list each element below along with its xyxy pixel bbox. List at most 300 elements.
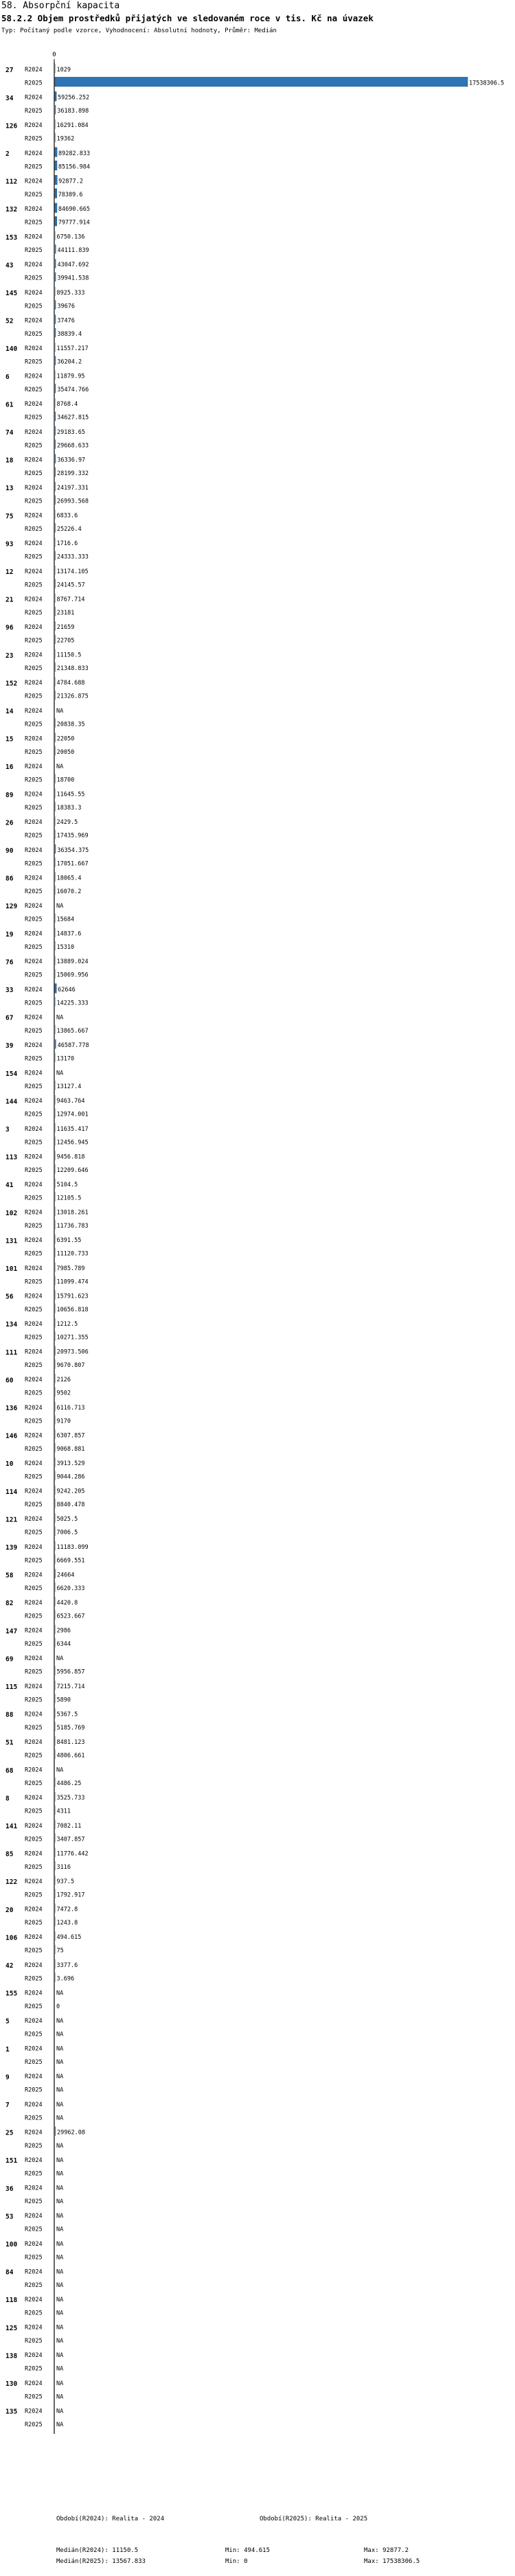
bar — [55, 1945, 56, 1954]
series-label: R2024 — [25, 94, 43, 102]
bar — [55, 691, 56, 700]
series-label: R2025 — [25, 665, 43, 673]
bar — [55, 1081, 56, 1090]
value-label: 18383.3 — [56, 805, 82, 812]
series-label: R2025 — [25, 2115, 43, 2122]
value-label: 11645.55 — [56, 791, 85, 798]
series-label: R2025 — [25, 2310, 43, 2317]
bar — [55, 384, 56, 393]
value-label: 5367.5 — [56, 1711, 78, 1718]
series-label: R2024 — [25, 903, 43, 910]
value-label: 44111.839 — [57, 247, 89, 255]
series-label: R2025 — [25, 498, 43, 505]
series-label: R2024 — [25, 1850, 43, 1858]
series-label: R2025 — [25, 219, 43, 227]
series-label: R2024 — [25, 1711, 43, 1718]
group-label: 145 — [5, 289, 18, 297]
value-label: 92877.2 — [58, 178, 84, 185]
value-label: 3525.733 — [56, 1795, 85, 1802]
bar — [55, 1486, 56, 1495]
bar — [55, 1792, 56, 1801]
bar — [55, 1876, 56, 1885]
group-label: 75 — [5, 512, 14, 520]
value-label: NA — [56, 2281, 64, 2289]
series-label: R2025 — [25, 2170, 43, 2178]
group-label: 60 — [5, 1377, 14, 1385]
series-label: R2024 — [25, 457, 43, 464]
value-label: NA — [56, 2268, 64, 2276]
bar — [55, 872, 56, 881]
value-label: 2126 — [56, 1377, 71, 1384]
value-label: 15310 — [56, 944, 75, 952]
bar — [55, 1569, 56, 1578]
series-label: R2025 — [25, 470, 43, 477]
group-label: 36 — [5, 2185, 14, 2193]
value-label: 13127.4 — [56, 1083, 82, 1091]
value-label: 13018.261 — [56, 1209, 89, 1217]
bar — [55, 1220, 56, 1229]
value-label: 17538306.5 — [469, 80, 505, 87]
bar — [55, 2126, 56, 2135]
value-label: 62646 — [58, 986, 76, 993]
group-label: 8 — [5, 1795, 10, 1803]
bar — [55, 482, 56, 491]
series-label: R2025 — [25, 1055, 43, 1063]
value-label: 29183.65 — [57, 428, 85, 436]
group-label: 43 — [5, 262, 14, 270]
bar — [55, 733, 56, 741]
value-label: NA — [56, 2045, 64, 2053]
group-label: 61 — [5, 401, 14, 409]
value-label: 39676 — [57, 303, 75, 310]
value-label: NA — [56, 2142, 64, 2150]
series-label: R2025 — [25, 2393, 43, 2401]
value-label: 13170 — [56, 1055, 75, 1063]
bar — [55, 1554, 56, 1563]
group-label: 155 — [5, 1990, 18, 1998]
bar — [55, 1402, 56, 1411]
group-label: 100 — [5, 2240, 18, 2249]
series-label: R2025 — [25, 1223, 43, 1230]
series-label: R2024 — [25, 2352, 43, 2360]
value-label: 15684 — [56, 916, 75, 923]
bar — [55, 328, 56, 337]
bar — [55, 1304, 56, 1313]
series-label: R2025 — [25, 191, 43, 198]
series-label: R2024 — [25, 1906, 43, 1913]
bar — [55, 231, 56, 240]
series-label: R2025 — [25, 1139, 43, 1147]
bar — [55, 1541, 56, 1550]
page-title: 58. Absorpční kapacita — [1, 1, 120, 11]
series-label: R2024 — [25, 819, 43, 827]
group-label: 33 — [5, 986, 14, 994]
value-label: 6750.136 — [56, 233, 85, 241]
value-label: 14837.6 — [56, 930, 82, 938]
series-label: R2025 — [25, 1502, 43, 1509]
group-label: 88 — [5, 1711, 14, 1719]
group-label: 16 — [5, 763, 14, 772]
group-label: 51 — [5, 1739, 14, 1747]
bar — [55, 746, 56, 755]
bar — [55, 886, 56, 895]
series-label: R2024 — [25, 2380, 43, 2387]
value-label: 10656.818 — [56, 1306, 89, 1313]
series-label: R2024 — [25, 373, 43, 380]
series-label: R2025 — [25, 358, 43, 366]
series-label: R2024 — [25, 1934, 43, 1942]
series-label: R2025 — [25, 1278, 43, 1286]
bar — [55, 1820, 56, 1829]
value-label: 11557.217 — [56, 345, 89, 353]
group-label: 111 — [5, 1348, 18, 1357]
value-label: 20973.506 — [56, 1348, 89, 1356]
value-label: 6833.6 — [56, 512, 78, 520]
series-label: R2024 — [25, 847, 43, 854]
median-2024: Medián(R2024): 11150.5 — [56, 2547, 139, 2554]
series-label: R2024 — [25, 791, 43, 798]
bar — [55, 1833, 56, 1842]
bar — [55, 1625, 56, 1634]
bar — [55, 774, 56, 783]
value-label: 2986 — [56, 1627, 71, 1635]
bar — [55, 273, 56, 281]
value-label: 25226.4 — [56, 526, 82, 533]
bar — [55, 1861, 56, 1870]
value-label: 8481.123 — [56, 1739, 85, 1747]
series-label: R2024 — [25, 596, 43, 603]
series-label: R2025 — [25, 860, 43, 868]
bar — [55, 1318, 56, 1327]
group-label: 106 — [5, 1934, 18, 1942]
bar — [55, 148, 57, 157]
group-label: 5 — [5, 2018, 10, 2026]
value-label: NA — [56, 1014, 64, 1022]
group-label: 3 — [5, 1125, 10, 1134]
bar — [55, 941, 56, 950]
series-label: R2024 — [25, 1265, 43, 1272]
min-2024: Min: 494.615 — [225, 2547, 271, 2554]
series-label: R2024 — [25, 1014, 43, 1022]
series-label: R2025 — [25, 2226, 43, 2233]
group-label: 121 — [5, 1516, 18, 1524]
bar — [55, 538, 56, 547]
bar — [55, 1151, 56, 1160]
max-2025: Max: 17538306.5 — [364, 2558, 420, 2565]
value-label: 21348.833 — [56, 665, 89, 673]
group-label: 140 — [5, 345, 18, 354]
series-label: R2024 — [25, 262, 43, 269]
bar — [55, 468, 56, 476]
series-label: R2025 — [25, 330, 43, 338]
value-label: NA — [56, 763, 64, 771]
series-label: R2025 — [25, 80, 43, 87]
value-label: 5025.5 — [56, 1516, 78, 1523]
series-label: R2025 — [25, 2031, 43, 2038]
value-label: 1792.917 — [56, 1891, 85, 1899]
series-label: R2024 — [25, 735, 43, 743]
bar — [55, 1388, 56, 1396]
value-label: NA — [56, 2157, 64, 2165]
value-label: 23181 — [56, 609, 75, 617]
series-label: R2024 — [25, 1237, 43, 1245]
bar — [55, 1471, 56, 1480]
value-label: 494.615 — [56, 1934, 82, 1942]
bar — [55, 1234, 56, 1243]
value-label: 6391.55 — [56, 1237, 82, 1245]
value-label: 3377.6 — [56, 1962, 78, 1969]
value-label: NA — [56, 2226, 64, 2233]
value-label: 11776.442 — [56, 1850, 89, 1858]
value-label: 39941.538 — [57, 275, 89, 282]
series-label: R2024 — [25, 401, 43, 409]
value-label: 78389.6 — [58, 191, 83, 198]
value-label: 24664 — [56, 1572, 75, 1579]
bar — [55, 1736, 56, 1745]
value-label: 9670.807 — [56, 1362, 85, 1370]
value-label: 22705 — [56, 637, 75, 645]
value-label: 17435.969 — [56, 832, 89, 840]
value-label: 16070.2 — [56, 888, 82, 895]
value-label: NA — [56, 1070, 64, 1077]
group-label: 84 — [5, 2268, 14, 2277]
series-label: R2024 — [25, 2185, 43, 2192]
value-label: NA — [56, 707, 64, 715]
value-label: NA — [56, 2031, 64, 2038]
value-label: 12209.646 — [56, 1166, 89, 1174]
bar — [55, 1583, 56, 1591]
group-label: 82 — [5, 1600, 14, 1608]
series-label: R2025 — [25, 1641, 43, 1648]
value-label: 4420.8 — [56, 1600, 78, 1607]
bar — [55, 1806, 56, 1815]
bar — [55, 454, 56, 463]
bar — [55, 64, 56, 73]
series-label: R2025 — [25, 2281, 43, 2289]
value-label: 13865.667 — [56, 1027, 89, 1035]
bar — [55, 984, 56, 993]
value-label: 36354.375 — [57, 847, 89, 854]
value-label: 7472.8 — [56, 1906, 78, 1913]
series-label: R2024 — [25, 428, 43, 436]
series-label: R2024 — [25, 1293, 43, 1300]
value-label: 6344 — [56, 1641, 71, 1648]
value-label: NA — [56, 2185, 64, 2192]
group-label: 114 — [5, 1488, 18, 1496]
series-label: R2025 — [25, 888, 43, 895]
value-label: 18065.4 — [56, 875, 82, 882]
value-label: 11150.5 — [56, 652, 82, 659]
bar — [55, 1638, 56, 1647]
group-label: 2 — [5, 150, 10, 158]
group-label: 26 — [5, 819, 14, 827]
bar — [55, 287, 56, 296]
value-label: 7006.5 — [56, 1529, 78, 1537]
bar — [55, 203, 57, 212]
group-label: 21 — [5, 596, 14, 604]
group-label: 122 — [5, 1878, 18, 1887]
series-label: R2025 — [25, 1306, 43, 1313]
bar — [55, 1290, 56, 1299]
bar — [55, 913, 56, 922]
value-label: 6669.551 — [56, 1557, 85, 1565]
group-label: 101 — [5, 1265, 18, 1273]
series-label: R2024 — [25, 1209, 43, 1217]
series-label: R2025 — [25, 1668, 43, 1676]
value-label: NA — [56, 2324, 64, 2332]
group-label: 135 — [5, 2408, 18, 2416]
value-label: NA — [56, 2297, 64, 2304]
value-label: 36336.97 — [57, 457, 86, 464]
series-label: R2024 — [25, 2129, 43, 2137]
series-label: R2025 — [25, 637, 43, 645]
bar — [55, 1136, 56, 1145]
group-label: 25 — [5, 2129, 14, 2137]
group-label: 129 — [5, 903, 18, 911]
bar — [55, 1429, 56, 1438]
bar — [55, 426, 56, 435]
chart-meta: Typ: Počítaný podle vzorce, Vyhodnocení: Absolutní hodnoty, Průměr: Medián — [1, 27, 277, 34]
bar — [55, 523, 56, 532]
group-label: 141 — [5, 1822, 18, 1830]
value-label: 11635.417 — [56, 1125, 89, 1133]
value-label: 5956.857 — [56, 1668, 85, 1676]
series-label: R2025 — [25, 1585, 43, 1592]
bar — [55, 133, 56, 142]
bar — [55, 1973, 56, 1981]
series-label: R2025 — [25, 526, 43, 533]
series-label: R2025 — [25, 1808, 43, 1815]
series-label: R2024 — [25, 512, 43, 520]
value-label: 59256.252 — [58, 94, 90, 102]
series-label: R2024 — [25, 2045, 43, 2053]
bar — [55, 858, 56, 866]
bar — [55, 1374, 56, 1383]
series-label: R2025 — [25, 1613, 43, 1620]
bar — [55, 1778, 56, 1786]
group-label: 89 — [5, 791, 14, 799]
series-label: R2024 — [25, 178, 43, 185]
group-label: 67 — [5, 1014, 14, 1022]
series-label: R2024 — [25, 1460, 43, 1468]
group-label: 151 — [5, 2157, 18, 2165]
bar — [55, 77, 468, 86]
series-label: R2025 — [25, 2365, 43, 2373]
series-label: R2024 — [25, 2213, 43, 2220]
value-label: 3407.857 — [56, 1836, 85, 1843]
bar — [55, 621, 56, 630]
value-label: 29962.08 — [57, 2129, 85, 2137]
bar — [55, 216, 57, 225]
series-label: R2024 — [25, 568, 43, 575]
bar — [55, 244, 56, 253]
value-label: 15069.956 — [56, 971, 89, 979]
value-label: 8767.714 — [56, 596, 85, 603]
bar — [55, 1499, 56, 1508]
series-label: R2024 — [25, 1321, 43, 1329]
series-label: R2024 — [25, 1377, 43, 1384]
bar — [55, 551, 56, 560]
group-label: 27 — [5, 67, 14, 75]
value-label: NA — [56, 2115, 64, 2122]
bar — [55, 928, 56, 937]
value-label: 9068.881 — [56, 1445, 85, 1453]
value-label: NA — [56, 2365, 64, 2373]
group-label: 136 — [5, 1404, 18, 1412]
bar — [55, 789, 56, 798]
series-label: R2025 — [25, 2059, 43, 2067]
value-label: 19362 — [56, 135, 75, 143]
series-label: R2024 — [25, 2018, 43, 2025]
series-label: R2024 — [25, 1125, 43, 1133]
bar — [55, 1123, 56, 1132]
value-label: NA — [56, 2018, 64, 2025]
series-label: R2025 — [25, 1195, 43, 1202]
series-label: R2024 — [25, 1070, 43, 1077]
value-label: 79777.914 — [58, 219, 90, 227]
bar — [55, 314, 56, 323]
series-label: R2025 — [25, 1083, 43, 1091]
value-label: 2429.5 — [56, 819, 78, 827]
value-label: 13174.105 — [56, 568, 89, 575]
value-label: 24197.331 — [56, 485, 89, 492]
bar — [55, 997, 56, 1006]
group-label: 144 — [5, 1098, 18, 1106]
value-label: 16291.084 — [56, 122, 89, 130]
value-label: 9170 — [56, 1418, 71, 1425]
group-label: 139 — [5, 1543, 18, 1552]
series-label: R2025 — [25, 748, 43, 756]
value-label: 11183.099 — [56, 1543, 89, 1551]
value-label: 13889.024 — [56, 958, 89, 966]
bar — [55, 259, 56, 268]
bar — [55, 1109, 56, 1118]
axis-zero-label: 0 — [52, 51, 56, 58]
group-label: 154 — [5, 1070, 18, 1078]
bar — [55, 161, 57, 170]
series-label: R2025 — [25, 2086, 43, 2094]
value-label: 937.5 — [56, 1878, 75, 1886]
series-label: R2024 — [25, 2324, 43, 2332]
series-label: R2024 — [25, 958, 43, 966]
series-label: R2025 — [25, 2142, 43, 2150]
bar — [55, 1513, 56, 1522]
bar — [55, 189, 57, 198]
group-label: 13 — [5, 485, 14, 493]
series-label: R2024 — [25, 624, 43, 632]
value-label: 0 — [56, 2003, 60, 2010]
series-label: R2024 — [25, 540, 43, 548]
series-label: R2024 — [25, 875, 43, 882]
series-label: R2025 — [25, 805, 43, 812]
value-label: 21659 — [56, 624, 75, 632]
group-label: 53 — [5, 2213, 14, 2221]
group-label: 131 — [5, 1237, 18, 1245]
series-label: R2024 — [25, 1182, 43, 1189]
bar — [55, 371, 56, 380]
series-label: R2025 — [25, 1891, 43, 1899]
value-label: 14225.333 — [56, 1000, 89, 1007]
value-label: NA — [56, 2198, 64, 2206]
bar — [55, 1694, 56, 1703]
value-label: 46587.778 — [57, 1042, 89, 1050]
group-label: 113 — [5, 1153, 18, 1162]
bar — [55, 356, 56, 365]
series-label: R2024 — [25, 707, 43, 715]
series-label: R2025 — [25, 2421, 43, 2428]
value-label: NA — [56, 2310, 64, 2317]
group-label: 102 — [5, 1209, 18, 1217]
